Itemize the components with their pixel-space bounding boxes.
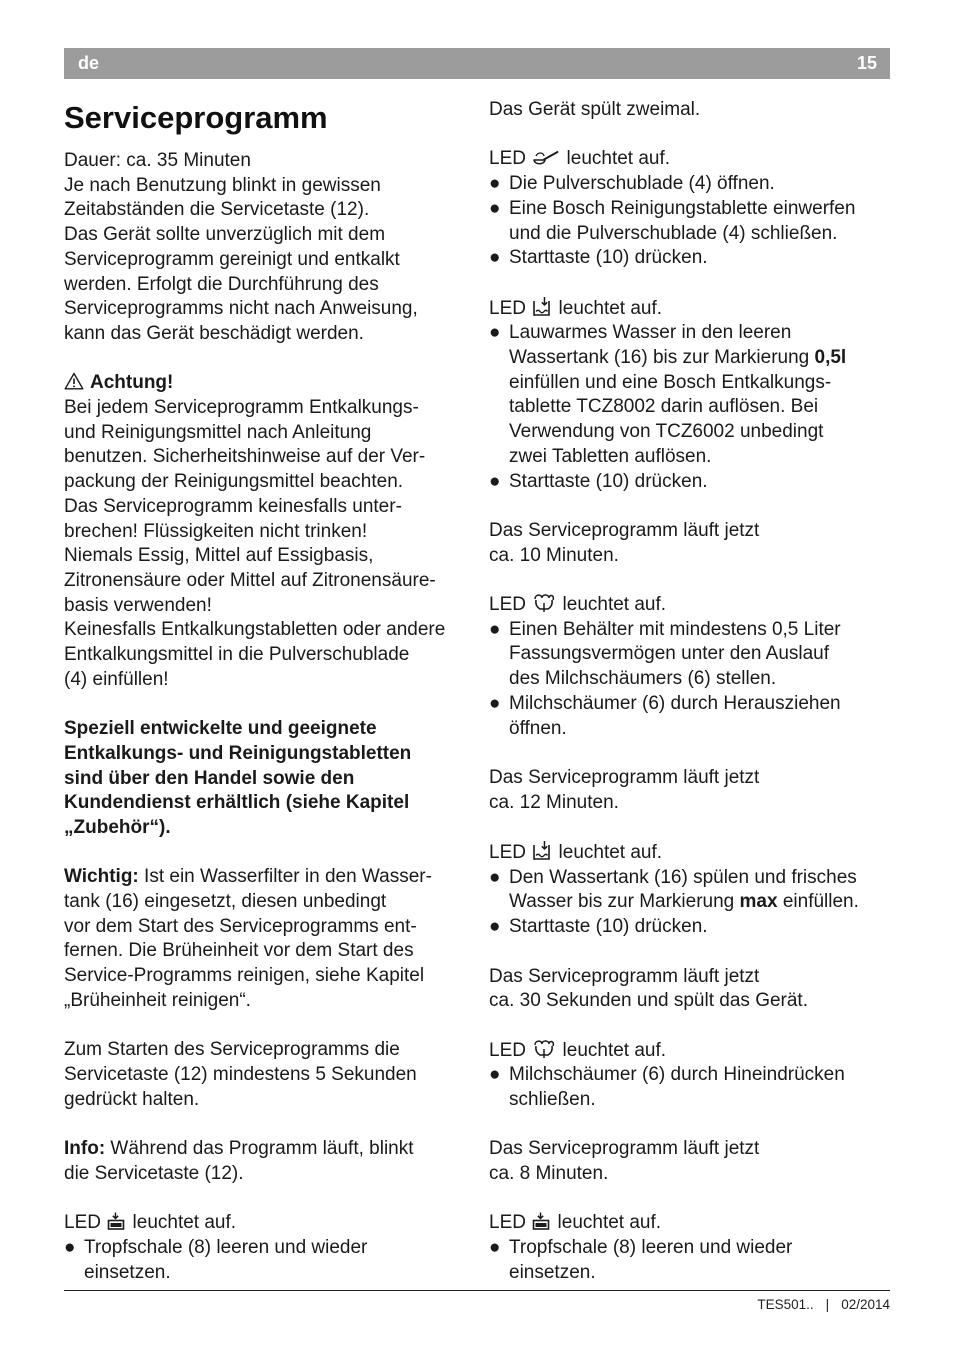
bullet-dot: ● <box>64 1236 76 1258</box>
text-line: Eine Bosch Reinigungstablette einwerfen <box>509 197 856 219</box>
text-line: sind über den Handel sowie den <box>64 767 355 789</box>
text-line: Milchschäumer (6) durch Herausziehen <box>509 692 841 714</box>
text-line: brechen! Flüssigkeiten nicht trinken! <box>64 520 368 542</box>
led-step <box>489 147 894 271</box>
text-line: werden. Erfolgt die Durchführung des <box>64 273 379 295</box>
text-line: Das Serviceprogramm keinesfalls unter- <box>64 495 402 517</box>
text-line: gedrückt halten. <box>64 1088 200 1110</box>
run-time-note <box>489 519 894 568</box>
info-note <box>64 1137 469 1186</box>
text-line: einsetzen. <box>84 1261 171 1283</box>
list-item <box>489 197 894 246</box>
text-line: kann das Gerät beschädigt werden. <box>64 322 364 344</box>
model-number: TES501.. <box>757 1297 814 1312</box>
list-item <box>489 246 894 271</box>
text-line: Speziell entwickelte und geeignete <box>64 718 377 740</box>
text-line: Service-Programms reinigen, siehe Kapitel <box>64 965 425 987</box>
text-line: ca. 10 Minuten. <box>489 544 619 566</box>
led-suffix: leuchtet auf. <box>562 1039 667 1061</box>
info-label: Info: <box>64 1138 106 1160</box>
led-step <box>489 593 894 741</box>
bullet-dot: ● <box>489 247 501 269</box>
bullet-dot: ● <box>489 1064 501 1086</box>
text-line: Tropfschale (8) leeren und wieder <box>509 1237 793 1259</box>
text-line: Kundendienst erhältlich (siehe Kapitel <box>64 792 410 814</box>
led-prefix: LED <box>489 148 526 170</box>
text-line: öffnen. <box>509 717 567 739</box>
led-prefix: LED <box>489 297 526 319</box>
led-suffix: leuchtet auf. <box>566 148 671 170</box>
led-prefix: LED <box>489 1039 526 1061</box>
list-item <box>489 172 894 197</box>
led-suffix: leuchtet auf. <box>557 1212 662 1234</box>
important-note <box>64 865 469 1013</box>
run-time-note <box>489 766 894 815</box>
text-line: vor dem Start des Serviceprogramms ent- <box>64 915 417 937</box>
text-line: Entkalkungsmittel in die Pulverschublade <box>64 644 410 666</box>
text-line: fernen. Die Brüheinheit vor dem Start des <box>64 940 414 962</box>
text-line: packung der Reinigungsmittel beachten. <box>64 471 404 493</box>
list-item <box>489 321 894 469</box>
text-line: Das Gerät sollte unverzüglich mit dem <box>64 224 386 246</box>
intro-paragraph <box>64 149 469 347</box>
text-line: Keinesfalls Entkalkungstabletten oder andere <box>64 619 446 641</box>
footer-separator: | <box>825 1297 830 1312</box>
bullet-dot: ● <box>489 173 501 195</box>
led-step <box>489 296 894 495</box>
text-line: „Zubehör“). <box>64 816 171 838</box>
text-line: Serviceprogramm gereinigt und entkalkt <box>64 248 400 270</box>
drip-tray-icon <box>532 1211 551 1231</box>
water-tank-icon <box>532 296 552 317</box>
text-line: Dauer: ca. 35 Minuten <box>64 150 251 171</box>
text-line: Niemals Essig, Mittel auf Essigbasis, <box>64 545 374 567</box>
text-line: Fassungsvermögen unter den Auslauf <box>509 643 830 665</box>
list-item <box>64 1236 469 1285</box>
text-line: Entkalkungs- und Reinigungstabletten <box>64 742 412 764</box>
led-prefix: LED <box>489 842 526 863</box>
fill-mark-value: 0,5l <box>814 347 847 368</box>
bullet-dot: ● <box>489 692 501 714</box>
led-suffix: leuchtet auf. <box>558 842 663 863</box>
text-line: (4) einfüllen! <box>64 668 169 690</box>
list-item <box>489 1236 894 1285</box>
text-line: Verwendung von TCZ6002 unbedingt <box>509 421 824 443</box>
warning-title: Achtung! <box>90 372 174 394</box>
text-line: schließen. <box>509 1089 596 1110</box>
led-prefix: LED <box>64 1212 101 1234</box>
page-number: 15 <box>856 53 877 73</box>
bullet-dot: ● <box>489 197 501 219</box>
text-line: Das Serviceprogramm läuft jetzt <box>489 1138 760 1160</box>
text-line: Den Wassertank (16) spülen und frisches <box>509 866 857 888</box>
accessories-note <box>64 717 469 841</box>
water-tank-icon <box>532 840 552 861</box>
led-step <box>489 1211 894 1285</box>
text-line: Starttaste (10) drücken. <box>509 247 708 269</box>
led-suffix: leuchtet auf. <box>562 594 667 615</box>
page-footer <box>757 1297 890 1312</box>
led-step <box>64 1211 469 1285</box>
led-step <box>489 1039 894 1113</box>
text-line: tablette TCZ8002 darin auflösen. Bei <box>509 396 819 418</box>
text-line: Tropfschale (8) leeren und wieder <box>84 1236 368 1258</box>
text-line: ca. 8 Minuten. <box>489 1163 609 1185</box>
powder-scoop-icon <box>532 149 560 167</box>
warning-triangle-icon <box>64 372 84 390</box>
bullet-dot: ● <box>489 1237 501 1259</box>
text-line: Wassertank (16) bis zur Markierung <box>509 347 815 368</box>
list-item <box>489 692 894 741</box>
list-item <box>489 1063 894 1112</box>
language-code: de <box>78 53 100 73</box>
text-line: des Milchschäumers (6) stellen. <box>509 668 777 690</box>
text-line: einfüllen und eine Bosch Entkalkungs- <box>509 371 832 393</box>
bullet-dot: ● <box>489 470 501 492</box>
text-line: Bei jedem Serviceprogramm Entkalkungs- <box>64 397 419 419</box>
list-item <box>489 618 894 692</box>
text-line: Milchschäumer (6) durch Hineindrücken <box>509 1064 845 1086</box>
text-line: Das Serviceprogramm läuft jetzt <box>489 766 760 788</box>
section-title: Serviceprogramm <box>64 100 328 135</box>
right-column <box>489 98 894 1286</box>
footer-divider <box>64 1290 890 1291</box>
text-line: benutzen. Sicherheitshinweise auf der Ver- <box>64 446 426 468</box>
text-line: zwei Tabletten auflösen. <box>509 445 712 467</box>
text-line: Wasser bis zur Markierung <box>509 891 740 913</box>
text-line: „Brüheinheit reinigen“. <box>64 989 251 1011</box>
text-line: Das Serviceprogramm läuft jetzt <box>489 519 760 541</box>
run-time-note <box>489 965 894 1014</box>
bullet-dot: ● <box>489 866 501 888</box>
text-line: und die Pulverschublade (4) schließen. <box>509 222 838 244</box>
drip-tray-icon <box>107 1211 126 1231</box>
text-line: tank (16) eingesetzt, diesen unbedingt <box>64 891 387 913</box>
bullet-dot: ● <box>489 618 501 640</box>
fill-mark-value: max <box>739 891 778 913</box>
bullet-dot: ● <box>489 322 501 344</box>
text-line: Servicetaste (12) mindestens 5 Sekunden <box>64 1063 417 1085</box>
text-line: einsetzen. <box>509 1261 596 1283</box>
text-line: die Servicetaste (12). <box>64 1162 244 1184</box>
text-line: Die Pulverschublade (4) öffnen. <box>509 173 775 195</box>
milk-frother-icon <box>532 593 556 613</box>
text-line: ca. 30 Sekunden und spült das Gerät. <box>489 990 808 1012</box>
text-line: Das Gerät spült zweimal. <box>489 99 701 120</box>
text-line: Je nach Benutzung blinkt in gewissen <box>64 174 381 196</box>
start-instruction <box>64 1038 469 1112</box>
text-line: Zeitabständen die Servicetaste (12). <box>64 199 370 221</box>
list-item <box>489 915 894 940</box>
led-suffix: leuchtet auf. <box>132 1212 237 1234</box>
important-label: Wichtig: <box>64 866 139 888</box>
text-line: Zitronensäure oder Mittel auf Zitronensäure- <box>64 569 436 591</box>
text-line: basis verwenden! <box>64 594 212 616</box>
milk-frother-icon <box>532 1039 556 1059</box>
led-prefix: LED <box>489 1212 526 1234</box>
bullet-dot: ● <box>489 916 501 938</box>
text-line: Ist ein Wasserfilter in den Wasser- <box>138 866 432 888</box>
led-prefix: LED <box>489 594 526 615</box>
warning-block <box>64 371 469 692</box>
text-line: ca. 12 Minuten. <box>489 791 619 813</box>
text-line: Während das Programm läuft, blinkt <box>105 1138 414 1160</box>
text-line: Starttaste (10) drücken. <box>509 470 708 492</box>
page-header-bar <box>64 48 890 79</box>
text-line: Lauwarmes Wasser in den leeren <box>509 322 792 344</box>
edition-date: 02/2014 <box>841 1297 890 1312</box>
run-time-note <box>489 1137 894 1186</box>
led-step <box>489 840 894 940</box>
text-line: Zum Starten des Serviceprogramms die <box>64 1039 400 1061</box>
list-item <box>489 866 894 915</box>
text-line: Einen Behälter mit mindestens 0,5 Liter <box>509 618 841 640</box>
text-line: einfüllen. <box>777 891 859 913</box>
text-line: und Reinigungsmittel nach Anleitung <box>64 421 372 443</box>
list-item <box>489 470 894 495</box>
led-suffix: leuchtet auf. <box>558 297 663 319</box>
text-line: Starttaste (10) drücken. <box>509 916 708 938</box>
text-line: Serviceprogramms nicht nach Anweisung, <box>64 298 418 320</box>
text-line: Das Serviceprogramm läuft jetzt <box>489 965 760 987</box>
left-column <box>64 98 469 1285</box>
